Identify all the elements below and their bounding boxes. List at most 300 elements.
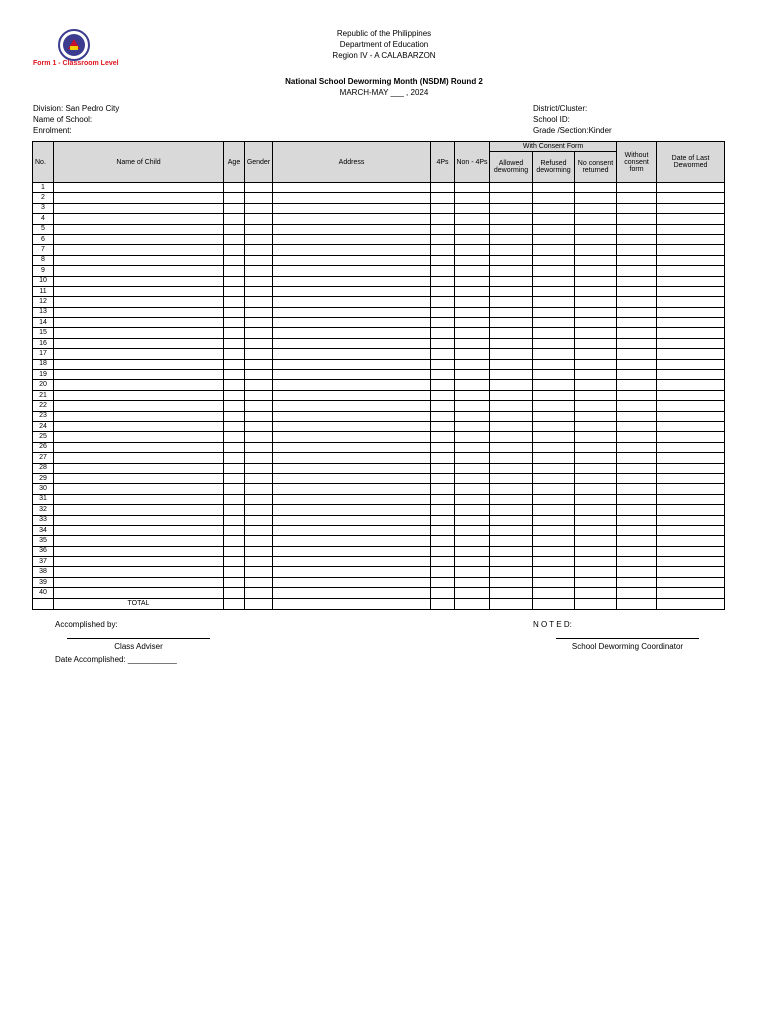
table-cell[interactable] — [224, 338, 245, 348]
table-cell[interactable] — [224, 421, 245, 431]
table-cell[interactable] — [224, 214, 245, 224]
table-cell[interactable] — [617, 577, 657, 587]
table-cell[interactable] — [617, 338, 657, 348]
table-cell[interactable] — [617, 546, 657, 556]
table-cell[interactable] — [455, 328, 490, 338]
table-cell[interactable] — [54, 307, 224, 317]
table-cell[interactable] — [657, 370, 725, 380]
table-cell[interactable] — [657, 546, 725, 556]
table-cell[interactable] — [455, 349, 490, 359]
table-cell[interactable] — [617, 567, 657, 577]
table-cell[interactable] — [617, 525, 657, 535]
table-cell[interactable] — [431, 203, 455, 213]
table-cell[interactable] — [575, 525, 617, 535]
table-cell[interactable] — [533, 359, 575, 369]
table-cell[interactable] — [617, 286, 657, 296]
total-cell[interactable] — [533, 598, 575, 609]
table-cell[interactable] — [617, 473, 657, 483]
table-cell[interactable] — [657, 183, 725, 193]
table-cell[interactable] — [245, 193, 273, 203]
table-cell[interactable] — [431, 463, 455, 473]
table-cell[interactable] — [431, 505, 455, 515]
table-cell[interactable] — [490, 494, 533, 504]
table-cell[interactable] — [657, 390, 725, 400]
table-cell[interactable] — [273, 183, 431, 193]
table-cell[interactable] — [54, 255, 224, 265]
table-cell[interactable] — [224, 401, 245, 411]
table-cell[interactable] — [575, 370, 617, 380]
table-cell[interactable] — [533, 297, 575, 307]
table-cell[interactable] — [273, 442, 431, 452]
table-cell[interactable] — [54, 193, 224, 203]
table-cell[interactable] — [657, 411, 725, 421]
table-cell[interactable] — [533, 536, 575, 546]
table-cell[interactable] — [54, 370, 224, 380]
table-cell[interactable] — [490, 505, 533, 515]
table-cell[interactable] — [54, 442, 224, 452]
table-cell[interactable] — [54, 505, 224, 515]
table-cell[interactable] — [490, 328, 533, 338]
table-cell[interactable] — [533, 515, 575, 525]
table-cell[interactable] — [431, 546, 455, 556]
table-cell[interactable] — [455, 401, 490, 411]
table-cell[interactable] — [575, 484, 617, 494]
table-cell[interactable] — [575, 442, 617, 452]
table-cell[interactable] — [575, 286, 617, 296]
table-cell[interactable] — [273, 286, 431, 296]
table-cell[interactable] — [657, 224, 725, 234]
table-cell[interactable] — [245, 328, 273, 338]
table-cell[interactable] — [455, 307, 490, 317]
table-cell[interactable] — [431, 588, 455, 598]
table-cell[interactable] — [575, 536, 617, 546]
table-cell[interactable] — [455, 442, 490, 452]
table-cell[interactable] — [273, 432, 431, 442]
table-cell[interactable] — [490, 286, 533, 296]
table-cell[interactable] — [273, 193, 431, 203]
table-cell[interactable] — [273, 214, 431, 224]
table-cell[interactable] — [455, 463, 490, 473]
table-cell[interactable] — [575, 255, 617, 265]
table-cell[interactable] — [224, 484, 245, 494]
table-cell[interactable] — [54, 328, 224, 338]
table-cell[interactable] — [575, 494, 617, 504]
table-cell[interactable] — [245, 567, 273, 577]
table-cell[interactable] — [54, 183, 224, 193]
table-cell[interactable] — [224, 390, 245, 400]
table-cell[interactable] — [490, 557, 533, 567]
table-cell[interactable] — [455, 297, 490, 307]
table-cell[interactable] — [273, 484, 431, 494]
table-cell[interactable] — [575, 224, 617, 234]
table-cell[interactable] — [575, 203, 617, 213]
table-cell[interactable] — [490, 588, 533, 598]
table-cell[interactable] — [455, 536, 490, 546]
table-cell[interactable] — [490, 359, 533, 369]
table-cell[interactable] — [490, 421, 533, 431]
table-cell[interactable] — [431, 307, 455, 317]
table-cell[interactable] — [54, 318, 224, 328]
table-cell[interactable] — [431, 193, 455, 203]
table-cell[interactable] — [617, 515, 657, 525]
table-cell[interactable] — [224, 255, 245, 265]
table-cell[interactable] — [490, 318, 533, 328]
table-cell[interactable] — [617, 224, 657, 234]
table-cell[interactable] — [245, 183, 273, 193]
table-cell[interactable] — [617, 359, 657, 369]
total-cell[interactable] — [455, 598, 490, 609]
table-cell[interactable] — [617, 494, 657, 504]
table-cell[interactable] — [575, 515, 617, 525]
table-cell[interactable] — [657, 234, 725, 244]
table-cell[interactable] — [617, 390, 657, 400]
table-cell[interactable] — [455, 276, 490, 286]
table-cell[interactable] — [455, 203, 490, 213]
table-cell[interactable] — [245, 370, 273, 380]
table-cell[interactable] — [455, 505, 490, 515]
table-cell[interactable] — [54, 546, 224, 556]
table-cell[interactable] — [245, 494, 273, 504]
table-cell[interactable] — [533, 276, 575, 286]
table-cell[interactable] — [54, 380, 224, 390]
table-cell[interactable] — [54, 494, 224, 504]
table-cell[interactable] — [617, 276, 657, 286]
table-cell[interactable] — [431, 328, 455, 338]
table-cell[interactable] — [490, 546, 533, 556]
table-cell[interactable] — [657, 567, 725, 577]
table-cell[interactable] — [533, 505, 575, 515]
table-cell[interactable] — [657, 484, 725, 494]
table-cell[interactable] — [455, 567, 490, 577]
table-cell[interactable] — [54, 286, 224, 296]
table-cell[interactable] — [575, 276, 617, 286]
table-cell[interactable] — [490, 390, 533, 400]
table-cell[interactable] — [617, 328, 657, 338]
table-cell[interactable] — [431, 266, 455, 276]
table-cell[interactable] — [54, 297, 224, 307]
table-cell[interactable] — [245, 286, 273, 296]
table-cell[interactable] — [617, 463, 657, 473]
table-cell[interactable] — [617, 442, 657, 452]
table-cell[interactable] — [273, 494, 431, 504]
table-cell[interactable] — [657, 276, 725, 286]
table-cell[interactable] — [273, 255, 431, 265]
table-cell[interactable] — [490, 401, 533, 411]
table-cell[interactable] — [224, 577, 245, 587]
table-cell[interactable] — [431, 214, 455, 224]
table-cell[interactable] — [54, 411, 224, 421]
table-cell[interactable] — [245, 359, 273, 369]
table-cell[interactable] — [455, 525, 490, 535]
table-cell[interactable] — [575, 588, 617, 598]
table-cell[interactable] — [490, 245, 533, 255]
table-cell[interactable] — [533, 390, 575, 400]
table-cell[interactable] — [617, 453, 657, 463]
table-cell[interactable] — [533, 338, 575, 348]
table-cell[interactable] — [431, 515, 455, 525]
table-cell[interactable] — [575, 505, 617, 515]
total-cell[interactable] — [490, 598, 533, 609]
table-cell[interactable] — [273, 234, 431, 244]
table-cell[interactable] — [490, 577, 533, 587]
table-cell[interactable] — [455, 546, 490, 556]
table-cell[interactable] — [431, 494, 455, 504]
table-cell[interactable] — [617, 234, 657, 244]
table-cell[interactable] — [431, 359, 455, 369]
table-cell[interactable] — [273, 338, 431, 348]
table-cell[interactable] — [273, 401, 431, 411]
table-cell[interactable] — [657, 193, 725, 203]
table-cell[interactable] — [54, 245, 224, 255]
table-cell[interactable] — [617, 588, 657, 598]
table-cell[interactable] — [657, 453, 725, 463]
table-cell[interactable] — [224, 442, 245, 452]
table-cell[interactable] — [245, 297, 273, 307]
table-cell[interactable] — [431, 297, 455, 307]
table-cell[interactable] — [224, 432, 245, 442]
table-cell[interactable] — [224, 505, 245, 515]
table-cell[interactable] — [54, 536, 224, 546]
table-cell[interactable] — [657, 245, 725, 255]
table-cell[interactable] — [431, 234, 455, 244]
table-cell[interactable] — [533, 245, 575, 255]
table-cell[interactable] — [490, 515, 533, 525]
table-cell[interactable] — [54, 276, 224, 286]
table-cell[interactable] — [617, 401, 657, 411]
table-cell[interactable] — [657, 505, 725, 515]
table-cell[interactable] — [54, 401, 224, 411]
table-cell[interactable] — [245, 401, 273, 411]
table-cell[interactable] — [533, 183, 575, 193]
table-cell[interactable] — [533, 411, 575, 421]
table-cell[interactable] — [617, 255, 657, 265]
table-cell[interactable] — [657, 577, 725, 587]
table-cell[interactable] — [224, 203, 245, 213]
table-cell[interactable] — [490, 463, 533, 473]
table-cell[interactable] — [54, 473, 224, 483]
table-cell[interactable] — [224, 328, 245, 338]
table-cell[interactable] — [273, 318, 431, 328]
table-cell[interactable] — [431, 411, 455, 421]
table-cell[interactable] — [617, 349, 657, 359]
table-cell[interactable] — [617, 266, 657, 276]
table-cell[interactable] — [490, 380, 533, 390]
table-cell[interactable] — [490, 370, 533, 380]
table-cell[interactable] — [575, 307, 617, 317]
table-cell[interactable] — [575, 473, 617, 483]
table-cell[interactable] — [575, 557, 617, 567]
table-cell[interactable] — [245, 224, 273, 234]
table-cell[interactable] — [533, 266, 575, 276]
table-cell[interactable] — [533, 525, 575, 535]
table-cell[interactable] — [273, 421, 431, 431]
table-cell[interactable] — [224, 318, 245, 328]
table-cell[interactable] — [455, 234, 490, 244]
table-cell[interactable] — [431, 473, 455, 483]
table-cell[interactable] — [490, 536, 533, 546]
table-cell[interactable] — [245, 390, 273, 400]
table-cell[interactable] — [533, 328, 575, 338]
table-cell[interactable] — [490, 411, 533, 421]
table-cell[interactable] — [575, 214, 617, 224]
table-cell[interactable] — [657, 380, 725, 390]
table-cell[interactable] — [273, 328, 431, 338]
table-cell[interactable] — [455, 224, 490, 234]
table-cell[interactable] — [245, 536, 273, 546]
table-cell[interactable] — [617, 214, 657, 224]
table-cell[interactable] — [490, 307, 533, 317]
table-cell[interactable] — [575, 577, 617, 587]
table-cell[interactable] — [533, 473, 575, 483]
table-cell[interactable] — [533, 224, 575, 234]
table-cell[interactable] — [490, 193, 533, 203]
table-cell[interactable] — [245, 245, 273, 255]
table-cell[interactable] — [617, 536, 657, 546]
table-cell[interactable] — [575, 266, 617, 276]
table-cell[interactable] — [575, 421, 617, 431]
table-cell[interactable] — [617, 307, 657, 317]
total-cell[interactable] — [431, 598, 455, 609]
table-cell[interactable] — [54, 349, 224, 359]
table-cell[interactable] — [224, 276, 245, 286]
table-cell[interactable] — [490, 183, 533, 193]
table-cell[interactable] — [575, 411, 617, 421]
table-cell[interactable] — [657, 525, 725, 535]
table-cell[interactable] — [533, 494, 575, 504]
table-cell[interactable] — [431, 380, 455, 390]
table-cell[interactable] — [575, 463, 617, 473]
table-cell[interactable] — [54, 588, 224, 598]
table-cell[interactable] — [273, 546, 431, 556]
table-cell[interactable] — [533, 567, 575, 577]
table-cell[interactable] — [657, 442, 725, 452]
table-cell[interactable] — [575, 328, 617, 338]
table-cell[interactable] — [431, 421, 455, 431]
table-cell[interactable] — [455, 193, 490, 203]
table-cell[interactable] — [431, 432, 455, 442]
table-cell[interactable] — [533, 401, 575, 411]
table-cell[interactable] — [224, 286, 245, 296]
table-cell[interactable] — [273, 525, 431, 535]
table-cell[interactable] — [533, 557, 575, 567]
table-cell[interactable] — [657, 515, 725, 525]
table-cell[interactable] — [533, 588, 575, 598]
table-cell[interactable] — [533, 307, 575, 317]
table-cell[interactable] — [657, 557, 725, 567]
table-cell[interactable] — [431, 442, 455, 452]
table-cell[interactable] — [245, 473, 273, 483]
table-cell[interactable] — [54, 557, 224, 567]
table-cell[interactable] — [224, 525, 245, 535]
table-cell[interactable] — [490, 234, 533, 244]
table-cell[interactable] — [273, 577, 431, 587]
table-cell[interactable] — [273, 349, 431, 359]
table-cell[interactable] — [273, 505, 431, 515]
table-cell[interactable] — [575, 401, 617, 411]
table-cell[interactable] — [617, 203, 657, 213]
table-cell[interactable] — [490, 432, 533, 442]
table-cell[interactable] — [224, 411, 245, 421]
table-cell[interactable] — [490, 484, 533, 494]
table-cell[interactable] — [224, 193, 245, 203]
table-cell[interactable] — [575, 349, 617, 359]
table-cell[interactable] — [431, 453, 455, 463]
table-cell[interactable] — [575, 546, 617, 556]
table-cell[interactable] — [54, 525, 224, 535]
table-cell[interactable] — [490, 349, 533, 359]
table-cell[interactable] — [431, 255, 455, 265]
table-cell[interactable] — [657, 401, 725, 411]
table-cell[interactable] — [273, 536, 431, 546]
table-cell[interactable] — [533, 432, 575, 442]
table-cell[interactable] — [617, 370, 657, 380]
table-cell[interactable] — [54, 359, 224, 369]
table-cell[interactable] — [455, 421, 490, 431]
table-cell[interactable] — [245, 546, 273, 556]
table-cell[interactable] — [54, 567, 224, 577]
table-cell[interactable] — [575, 432, 617, 442]
table-cell[interactable] — [431, 183, 455, 193]
table-cell[interactable] — [533, 370, 575, 380]
table-cell[interactable] — [224, 494, 245, 504]
table-cell[interactable] — [245, 255, 273, 265]
table-cell[interactable] — [431, 370, 455, 380]
table-cell[interactable] — [431, 557, 455, 567]
table-cell[interactable] — [245, 557, 273, 567]
table-cell[interactable] — [273, 453, 431, 463]
table-cell[interactable] — [533, 234, 575, 244]
table-cell[interactable] — [273, 588, 431, 598]
table-cell[interactable] — [245, 411, 273, 421]
table-cell[interactable] — [575, 297, 617, 307]
table-cell[interactable] — [431, 286, 455, 296]
table-cell[interactable] — [245, 588, 273, 598]
table-cell[interactable] — [54, 463, 224, 473]
table-cell[interactable] — [575, 567, 617, 577]
table-cell[interactable] — [455, 380, 490, 390]
table-cell[interactable] — [245, 463, 273, 473]
table-cell[interactable] — [224, 567, 245, 577]
table-cell[interactable] — [455, 411, 490, 421]
table-cell[interactable] — [455, 318, 490, 328]
table-cell[interactable] — [575, 359, 617, 369]
table-cell[interactable] — [575, 193, 617, 203]
table-cell[interactable] — [224, 359, 245, 369]
table-cell[interactable] — [455, 557, 490, 567]
table-cell[interactable] — [273, 463, 431, 473]
table-cell[interactable] — [273, 203, 431, 213]
table-cell[interactable] — [490, 214, 533, 224]
table-cell[interactable] — [455, 484, 490, 494]
table-cell[interactable] — [455, 432, 490, 442]
table-cell[interactable] — [273, 370, 431, 380]
table-cell[interactable] — [533, 421, 575, 431]
table-cell[interactable] — [273, 567, 431, 577]
table-cell[interactable] — [657, 349, 725, 359]
total-cell[interactable] — [657, 598, 725, 609]
table-cell[interactable] — [657, 203, 725, 213]
table-cell[interactable] — [657, 286, 725, 296]
total-cell[interactable] — [245, 598, 273, 609]
table-cell[interactable] — [224, 515, 245, 525]
table-cell[interactable] — [617, 318, 657, 328]
table-cell[interactable] — [54, 390, 224, 400]
table-cell[interactable] — [273, 411, 431, 421]
total-cell[interactable] — [575, 598, 617, 609]
table-cell[interactable] — [455, 255, 490, 265]
table-cell[interactable] — [455, 183, 490, 193]
table-cell[interactable] — [54, 421, 224, 431]
